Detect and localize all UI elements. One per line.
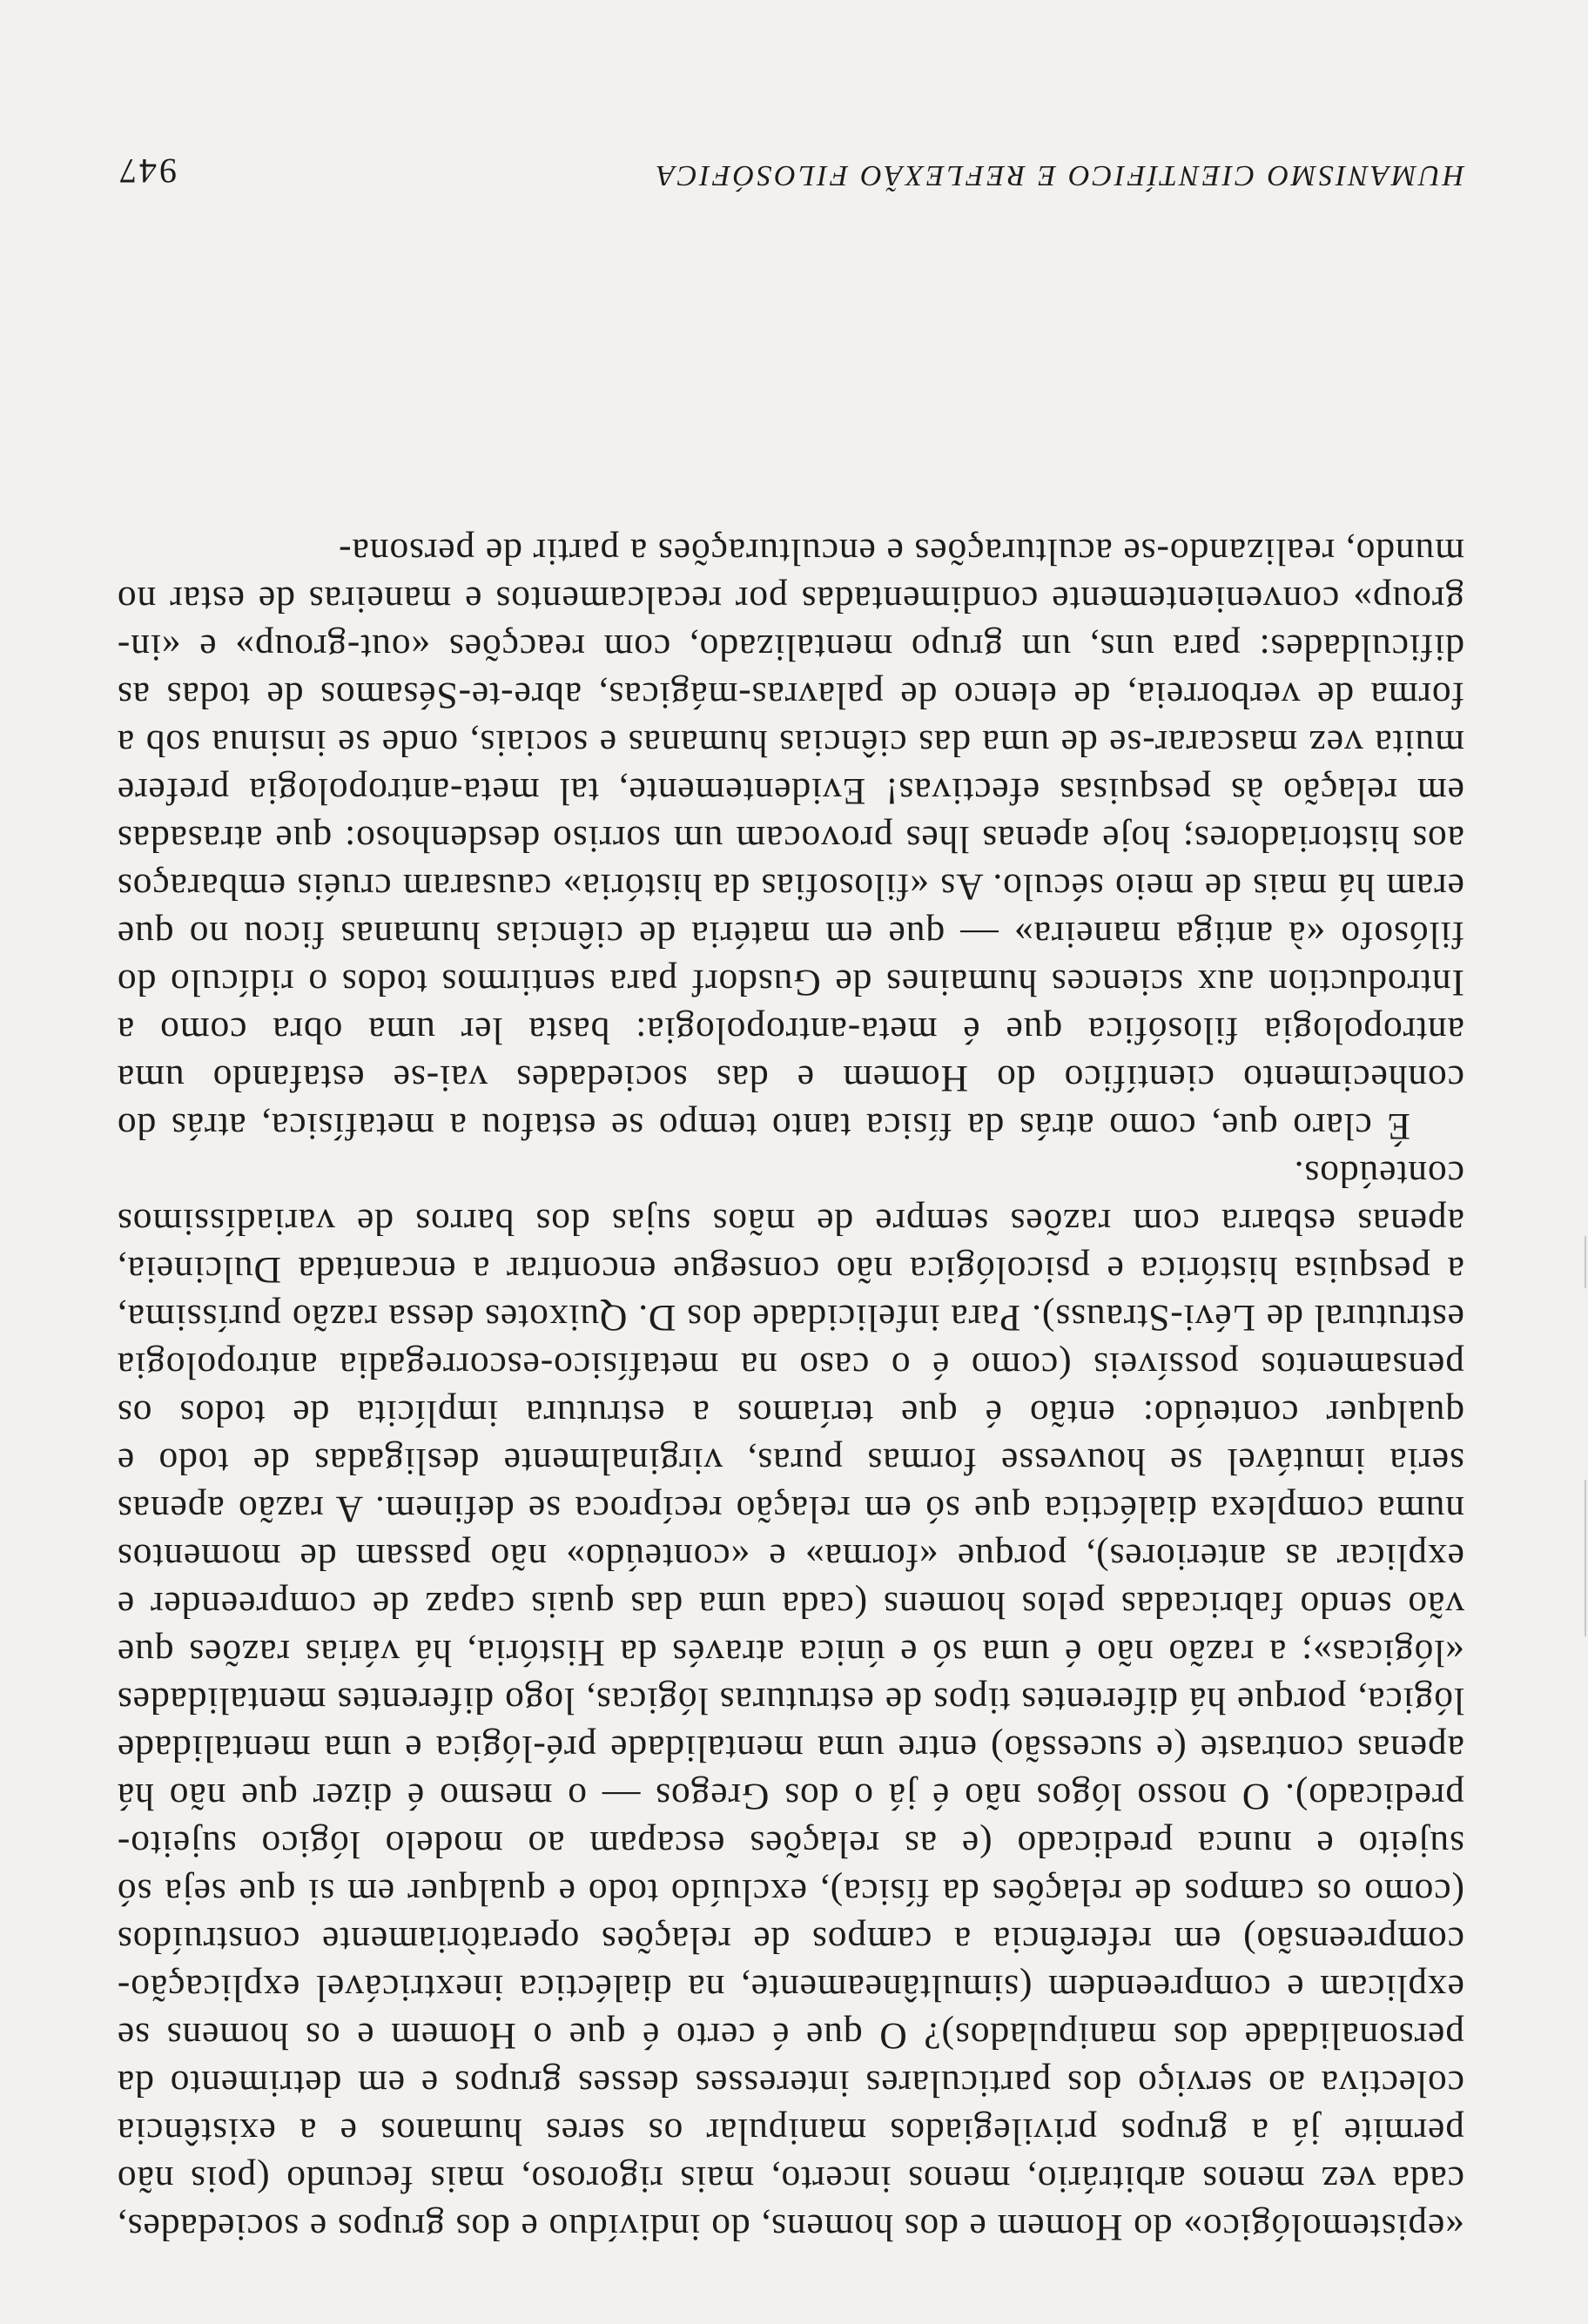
paragraph: «epistemológico» do Homem e dos homens, do indivíduo e dos grupos e sociedades, cada vez menos arbitrário, menos incerto, mais rigoroso, mais fecundo (pois não permite já a grupos privilegiados manipular os seres humanos e a existência colectiva ao serviço dos particulares interesses desses grupos e em detrimento da personalidade dos manipulados)? O que é certo é que o Homem e os homens se explicam e compreendem (simultâneamente, na dialéctica inextricável explicação-compreensão) em referência a campos de relações operatòriamente construídos (como os campos de relações da física), excluído todo e qualquer em si que seja só sujeito e nunca predicado (e as relações escapam ao modelo lógico sujeito-predicado). O nosso lógos não é já o dos Gregos — o mesmo é dizer que não há apenas contraste (e sucessão) entre uma mentalidade pré-lógica e uma mentalidade lógica, porque há diferentes tipos de estruturas lógicas, logo diferentes mentalidades «lógicas»; a razão não é uma só e única através da História, há várias razões que vão sendo fabricadas pelos homens (cada uma das quais capaz de compreender e explicar as anteriores), porque «forma» e «conteúdo» não passam de momentos numa complexa dialéctica que só em relação recíproca se definem. A razão apenas seria imutável se houvesse formas puras, virginalmente desligadas de todo e qualquer conteúdo: então é que teríamos a estrutura implícita de todos os pensamentos possíveis (como é o caso na metafísico-escorregadia antropologia estrutural de Lévi-Strauss). Para infelicidade dos D. Quixotes dessa razão puríssima, a pesquisa histórica e psicológica não consegue encontrar a encantada Dulcineia, apenas esbarra com razões sempre de mãos sujas dos barros de variadíssimos conteúdos.	[117, 1153, 1464, 2248]
body-text	[117, 527, 1464, 2251]
scan-edge-mark	[1585, 1480, 1586, 1636]
paragraph: É claro que, como atrás da física tanto tempo se estafou a metafísica, atrás do conhecimento científico do Homem e das sociedades vai-se estafando uma antropologia filosófica que é meta-antropologia: basta ler uma obra como a Introduction aux sciences humaines de Gusdorf para sentirmos todos o ridículo do filósofo «à antiga maneira» — que em matéria de ciências humanas ficou no que eram há mais de meio século. As «filosofias da história» causaram cruéis embaraços aos historiadores; hoje apenas lhes provocam um sorriso desdenhoso: que atrasadas em relação às pesquisas efectivas! Evidentemente, tal meta-antropologia prefere muita vez mascarar-se de uma das ciências humanas e sociais, onde se insinua sob a forma de verborreia, de elenco de palavras-mágicas, abre-te-Sésamos de todas as dificuldades: para uns, um grupo mentalizado, com reacções «out-group» e «in-group» convenientemente condimentadas por recalcamentos e maneiras de estar no mundo, realizando-se aculturações e enculturações a partir de persona-	[117, 531, 1464, 1147]
scan-edge-mark	[1585, 1236, 1586, 1288]
running-title: HUMANISMO CIENTÍFICO E REFLEXÃO FILOSÓFICA	[654, 159, 1464, 191]
page-number: 947	[117, 151, 177, 191]
